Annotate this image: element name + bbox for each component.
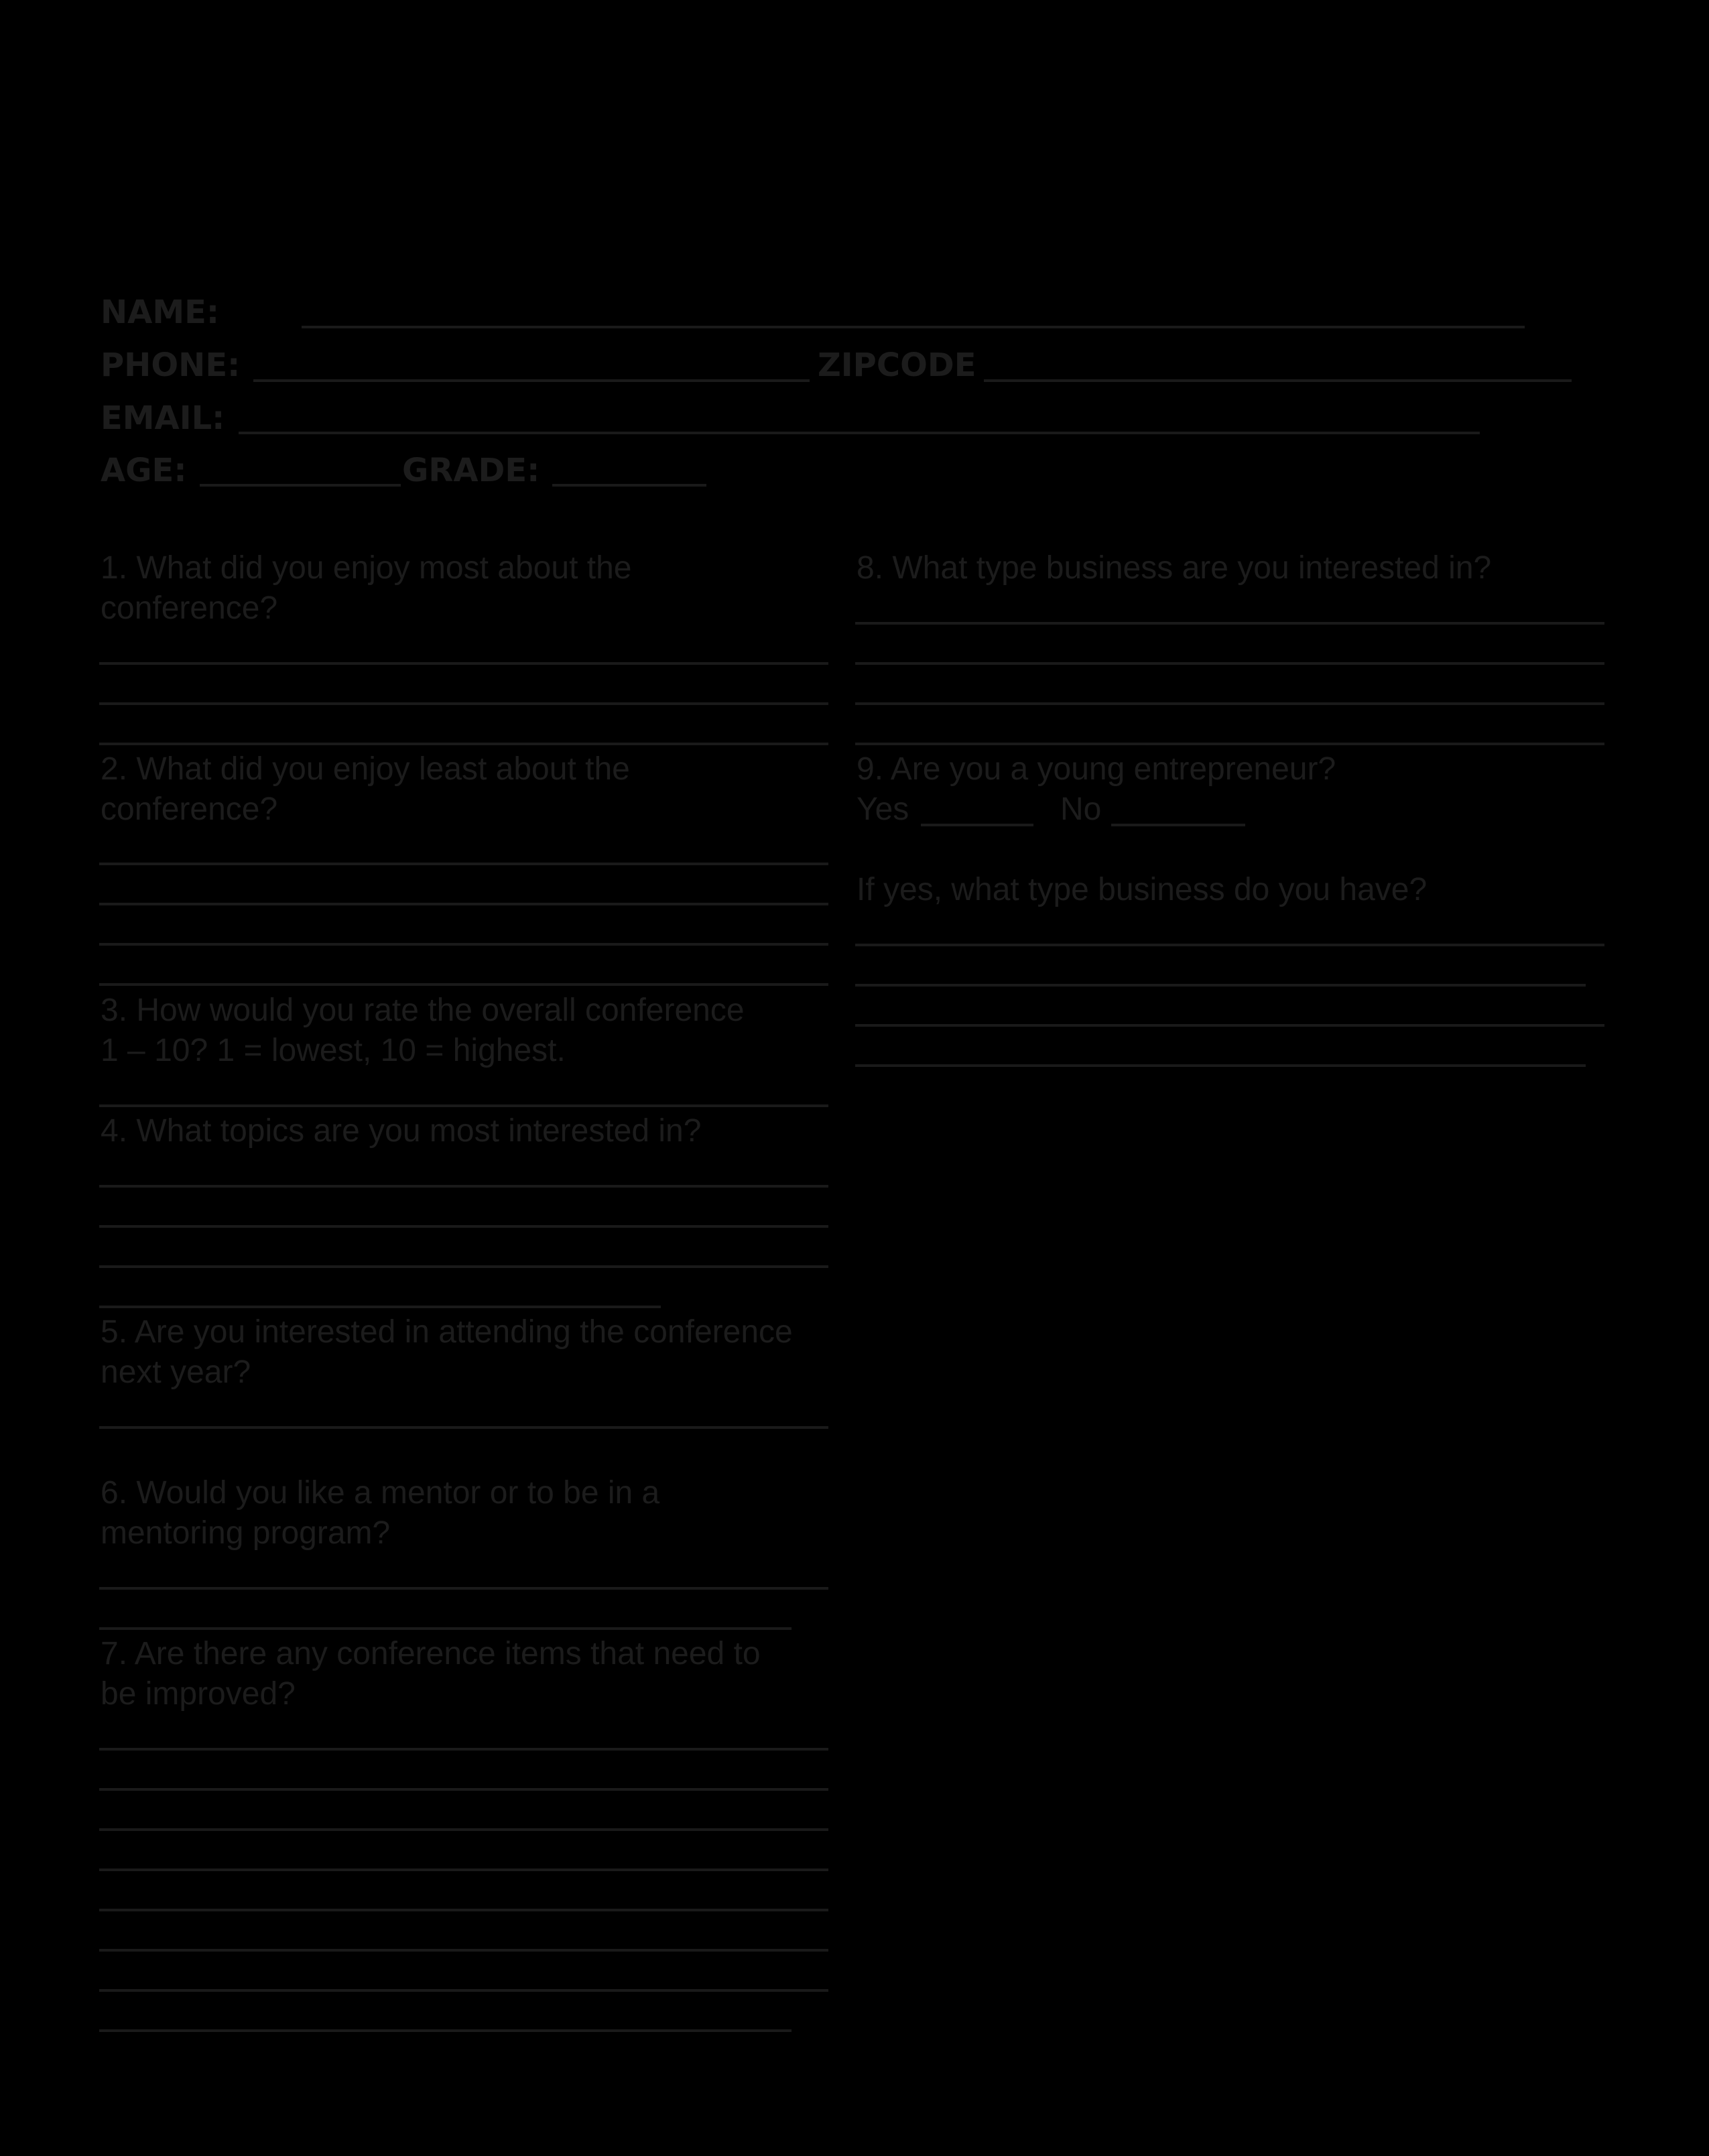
no-label: No: [1060, 791, 1102, 827]
answer-line[interactable]: [855, 622, 1604, 625]
question-2-line1: 2. What did you enjoy least about the: [101, 751, 630, 787]
answer-line[interactable]: [99, 1909, 828, 1911]
question-3-line2: 1 – 10? 1 = lowest, 10 = highest.: [101, 1033, 566, 1068]
answer-line[interactable]: [855, 1024, 1604, 1027]
question-6-line1: 6. Would you like a mentor or to be in a: [101, 1475, 660, 1511]
question-5-line2: next year?: [101, 1354, 251, 1390]
answer-line[interactable]: [99, 1949, 828, 1952]
question-1-line2: conference?: [101, 590, 278, 626]
email-field[interactable]: [239, 432, 1480, 434]
question-4: [101, 1111, 701, 1151]
answer-line[interactable]: [99, 1828, 828, 1831]
no-field[interactable]: [1111, 824, 1245, 826]
answer-line[interactable]: [99, 1989, 828, 1992]
yes-label: Yes: [857, 791, 909, 827]
answer-line[interactable]: [99, 1587, 828, 1590]
question-9-followup: If yes, what type business do you have?: [857, 872, 1428, 907]
answer-line[interactable]: [855, 743, 1604, 745]
answer-line[interactable]: [855, 944, 1604, 946]
answer-line[interactable]: [99, 1104, 828, 1107]
question-2: [101, 749, 630, 830]
answer-line[interactable]: [99, 743, 828, 745]
answer-line[interactable]: [99, 1185, 828, 1188]
answer-line[interactable]: [855, 1064, 1586, 1067]
phone-label: PHONE:: [101, 346, 241, 384]
question-3-line1: 3. How would you rate the overall conference: [101, 993, 745, 1028]
age-field[interactable]: [200, 484, 401, 487]
question-7-line1: 7. Are there any conference items that need to: [101, 1636, 761, 1671]
answer-line[interactable]: [99, 1627, 792, 1630]
grade-label: GRADE:: [402, 452, 540, 489]
answer-line[interactable]: [99, 662, 828, 665]
zipcode-field[interactable]: [984, 379, 1572, 382]
question-2-line2: conference?: [101, 791, 278, 827]
age-label: AGE:: [101, 452, 187, 489]
question-5: [101, 1312, 793, 1393]
question-8: [857, 548, 1491, 588]
yes-field[interactable]: [921, 824, 1033, 826]
question-9-line1: 9. Are you a young entrepreneur?: [857, 751, 1336, 787]
phone-field[interactable]: [253, 379, 810, 382]
answer-line[interactable]: [99, 903, 828, 905]
name-label: NAME:: [101, 294, 220, 331]
question-1-line1: 1. What did you enjoy most about the: [101, 550, 632, 586]
answer-line[interactable]: [99, 1748, 828, 1751]
zipcode-label: ZIPCODE: [818, 346, 976, 384]
question-6: [101, 1473, 659, 1553]
question-8-line1: 8. What type business are you interested in?: [857, 550, 1492, 586]
question-7-line2: be improved?: [101, 1676, 296, 1712]
answer-line[interactable]: [99, 702, 828, 705]
question-1: [101, 548, 631, 629]
question-5-line1: 5. Are you interested in attending the conference: [101, 1314, 793, 1350]
answer-line[interactable]: [99, 1225, 828, 1228]
answer-line[interactable]: [99, 943, 828, 946]
grade-field[interactable]: [552, 484, 706, 487]
name-field[interactable]: [302, 326, 1525, 328]
answer-line[interactable]: [99, 2029, 792, 2032]
answer-line[interactable]: [99, 1426, 828, 1429]
answer-line[interactable]: [855, 984, 1586, 987]
answer-line[interactable]: [99, 1788, 828, 1791]
answer-line[interactable]: [855, 702, 1604, 705]
question-3: [101, 991, 745, 1071]
question-9: [857, 749, 1336, 789]
answer-line[interactable]: [99, 1868, 828, 1871]
answer-line[interactable]: [99, 983, 828, 986]
answer-line[interactable]: [99, 1265, 828, 1268]
question-4-line1: 4. What topics are you most interested in?: [101, 1113, 702, 1149]
answer-line[interactable]: [99, 863, 828, 865]
email-label: EMAIL:: [101, 399, 225, 437]
question-6-line2: mentoring program?: [101, 1515, 391, 1551]
question-7: [101, 1634, 761, 1714]
answer-line[interactable]: [855, 662, 1604, 665]
answer-line[interactable]: [99, 1306, 661, 1308]
